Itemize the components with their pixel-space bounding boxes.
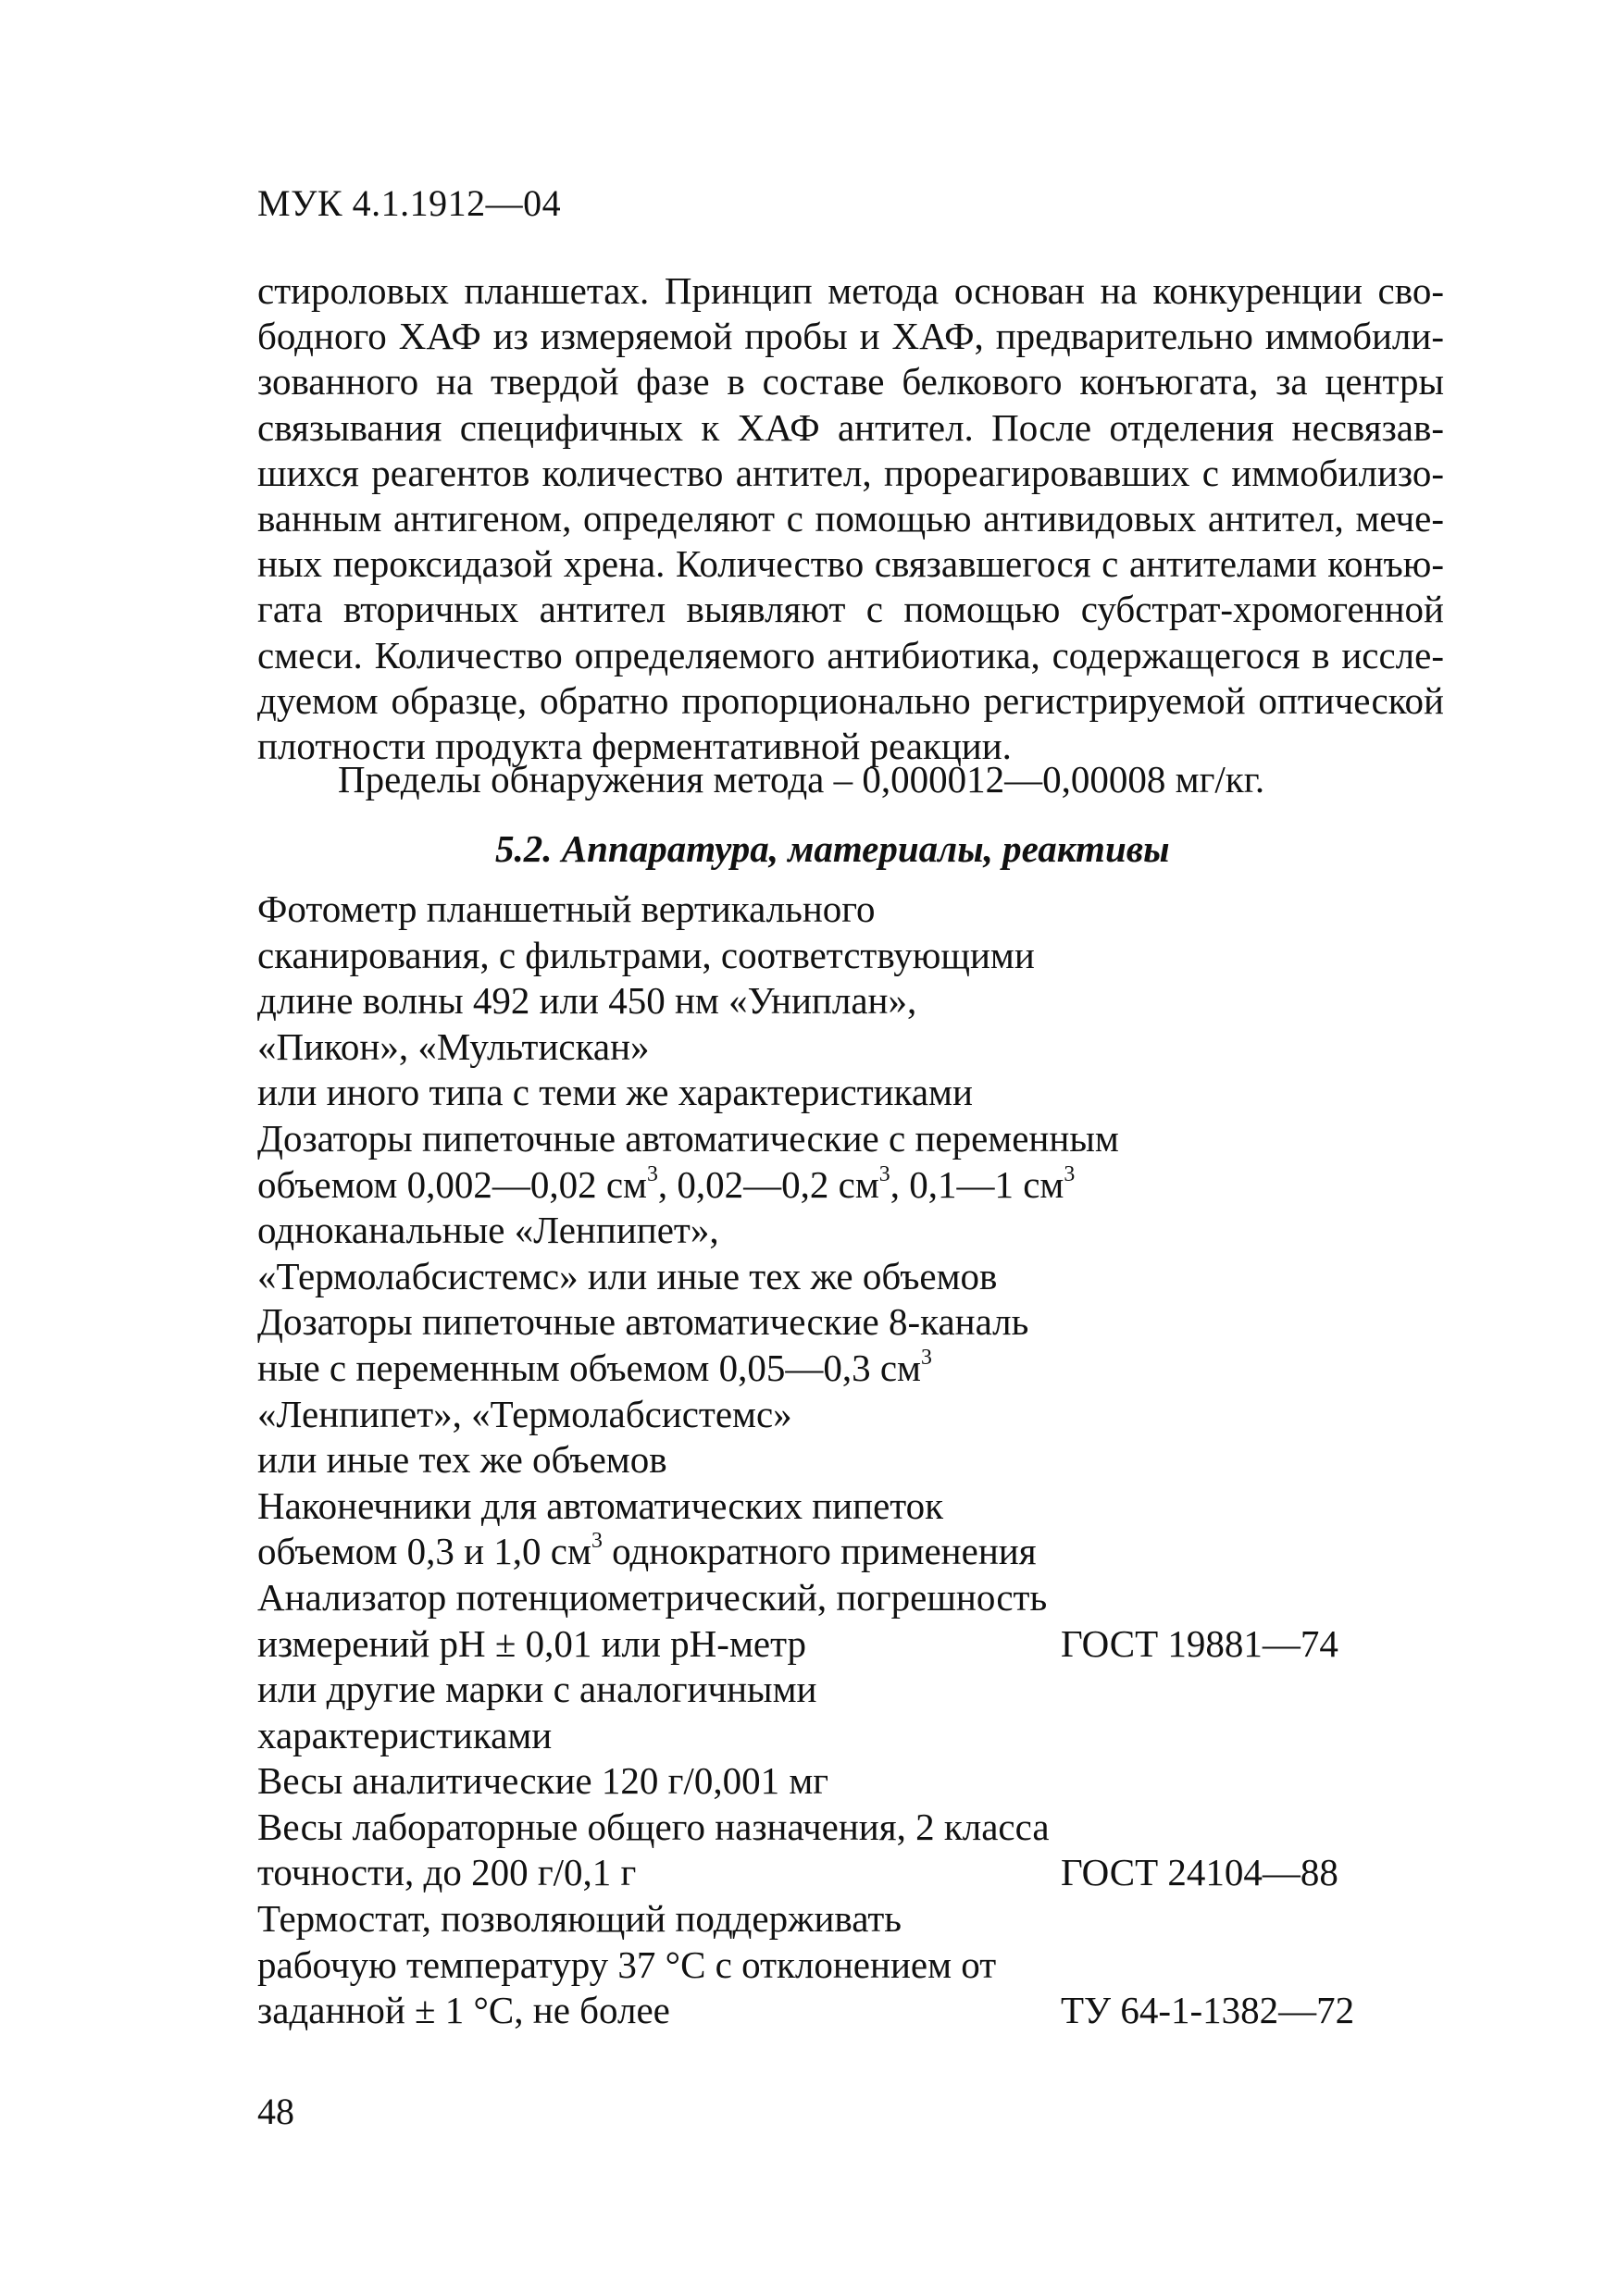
- section-heading: 5.2. Аппаратура, материалы, реактивы: [495, 827, 1170, 870]
- equipment-row: [257, 1392, 1461, 1438]
- equipment-description: Дозаторы пипеточные автоматические с переменным: [257, 1116, 1119, 1160]
- equipment-standard: ГОСТ 19881—74: [1061, 1621, 1338, 1665]
- equipment-row: [257, 1758, 1461, 1805]
- equipment-description: Фотометр планшетный вертикального: [257, 887, 876, 930]
- equipment-description: Весы аналитические 120 г/0,001 мг: [257, 1759, 829, 1803]
- paragraph-line: связывания специфичных к ХАФ антител. После отделения несвязав-: [257, 405, 1444, 449]
- equipment-row: [257, 933, 1461, 979]
- equipment-description: заданной ± 1 °С, не более: [257, 1989, 670, 2032]
- superscript: 3: [1064, 1161, 1076, 1186]
- equipment-standard: ТУ 64-1-1382—72: [1061, 1989, 1355, 2032]
- equipment-row: [257, 1070, 1461, 1116]
- equipment-description: Дозаторы пипеточные автоматические 8-каналь: [257, 1300, 1029, 1344]
- equipment-row: [257, 978, 1461, 1024]
- equipment-row: [257, 1713, 1461, 1759]
- detection-limits-text: Пределы обнаружения метода – 0,000012—0,00008 мг/кг.: [338, 758, 1265, 800]
- equipment-description: рабочую температуру 37 °С с отклонением от: [257, 1942, 997, 1986]
- equipment-standard: ГОСТ 24104—88: [1061, 1851, 1338, 1894]
- equipment-description: характеристиками: [257, 1713, 553, 1756]
- paragraph-line: ванным антигеном, определяют с помощью антивидовых антител, мече-: [257, 497, 1444, 540]
- equipment-row: [257, 1575, 1461, 1621]
- equipment-description: или иные тех же объемов: [257, 1438, 667, 1482]
- equipment-row: [257, 1254, 1461, 1300]
- method-principle-paragraph: [257, 268, 1444, 769]
- paragraph-line: зованного на твердой фазе в составе белкового конъюгата, за центры: [257, 360, 1444, 403]
- equipment-description: измерений pH ± 0,01 или pH-метр: [257, 1621, 806, 1665]
- equipment-description: длине волны 492 или 450 нм «Униплан»,: [257, 979, 917, 1023]
- paragraph-line: ных пероксидазой хрена. Количество связавшегося с антителами конъю-: [257, 542, 1444, 586]
- equipment-row: [257, 887, 1461, 933]
- volume-text: ные с переменным объемом 0,05—0,3 см: [257, 1346, 921, 1389]
- equipment-row: [257, 1896, 1461, 1942]
- equipment-row: [257, 1805, 1461, 1851]
- equipment-row: [257, 1942, 1461, 1989]
- volume-text: однократного применения: [602, 1530, 1037, 1573]
- paragraph-line: дуемом образце, обратно пропорционально регистрируемой оптической: [257, 678, 1444, 722]
- paragraph-last-line: плотности продукта ферментативной реакции.: [257, 725, 1012, 768]
- equipment-list: [257, 887, 1461, 2034]
- volume-text: , 0,1—1 см: [890, 1162, 1064, 1206]
- equipment-description: «Ленпипет», «Термолабсистемс»: [257, 1392, 792, 1435]
- equipment-description: Анализатор потенциометрический, погрешность: [257, 1575, 1048, 1619]
- equipment-description: или иного типа с теми же характеристиками: [257, 1071, 973, 1114]
- volume-text: , 0,02—0,2 см: [657, 1162, 879, 1206]
- equipment-row: [257, 1208, 1461, 1254]
- equipment-description: сканирования, с фильтрами, соответствующими: [257, 933, 1035, 976]
- superscript: 3: [591, 1529, 603, 1554]
- volume-text: объемом 0,3 и 1,0 см: [257, 1530, 591, 1573]
- equipment-description: Наконечники для автоматических пипеток: [257, 1483, 944, 1527]
- document-code-header: МУК 4.1.1912—04: [257, 182, 562, 224]
- equipment-row: [257, 1529, 1461, 1575]
- equipment-row: [257, 1346, 1461, 1392]
- equipment-description: «Пикон», «Мультискан»: [257, 1024, 650, 1068]
- equipment-description: или другие марки с аналогичными: [257, 1668, 817, 1711]
- superscript: 3: [647, 1161, 658, 1186]
- paragraph-line: бодного ХАФ из измеряемой пробы и ХАФ, предварительно иммобили-: [257, 315, 1444, 358]
- equipment-description: Термостат, позволяющий поддерживать: [257, 1897, 902, 1941]
- paragraph-line: стироловых планшетах. Принцип метода основан на конкуренции сво-: [257, 269, 1444, 312]
- page-number: 48: [257, 2091, 294, 2132]
- paragraph-line: шихся реагентов количество антител, прореагировавших с иммобилизо-: [257, 451, 1444, 494]
- equipment-row: [257, 1437, 1461, 1483]
- equipment-row: [257, 1621, 1461, 1668]
- paragraph-line: гата вторичных антител выявляют с помощью субстрат-хромогенной: [257, 588, 1444, 631]
- equipment-row: [257, 1299, 1461, 1346]
- superscript: 3: [920, 1346, 932, 1371]
- equipment-row: [257, 1483, 1461, 1530]
- volume-text: объемом 0,002—0,02 см: [257, 1162, 647, 1206]
- superscript: 3: [878, 1161, 890, 1186]
- equipment-row: [257, 1024, 1461, 1071]
- equipment-row: [257, 1667, 1461, 1713]
- equipment-row: [257, 1850, 1461, 1896]
- equipment-description: «Термолабсистемс» или иные тех же объемов: [257, 1254, 998, 1297]
- equipment-row: [257, 1988, 1461, 2034]
- pipette-volume-line: [257, 1162, 1075, 1209]
- equipment-description: одноканальные «Ленпипет»,: [257, 1209, 719, 1252]
- paragraph-line: смеси. Количество определяемого антибиотика, содержащегося в иссле-: [257, 633, 1444, 676]
- equipment-description: Весы лабораторные общего назначения, 2 класса: [257, 1805, 1050, 1848]
- equipment-row: [257, 1116, 1461, 1162]
- multichannel-volume-line: [257, 1346, 932, 1392]
- equipment-row: [257, 1162, 1461, 1209]
- equipment-description: точности, до 200 г/0,1 г: [257, 1851, 637, 1894]
- tips-volume-line: [257, 1529, 1037, 1575]
